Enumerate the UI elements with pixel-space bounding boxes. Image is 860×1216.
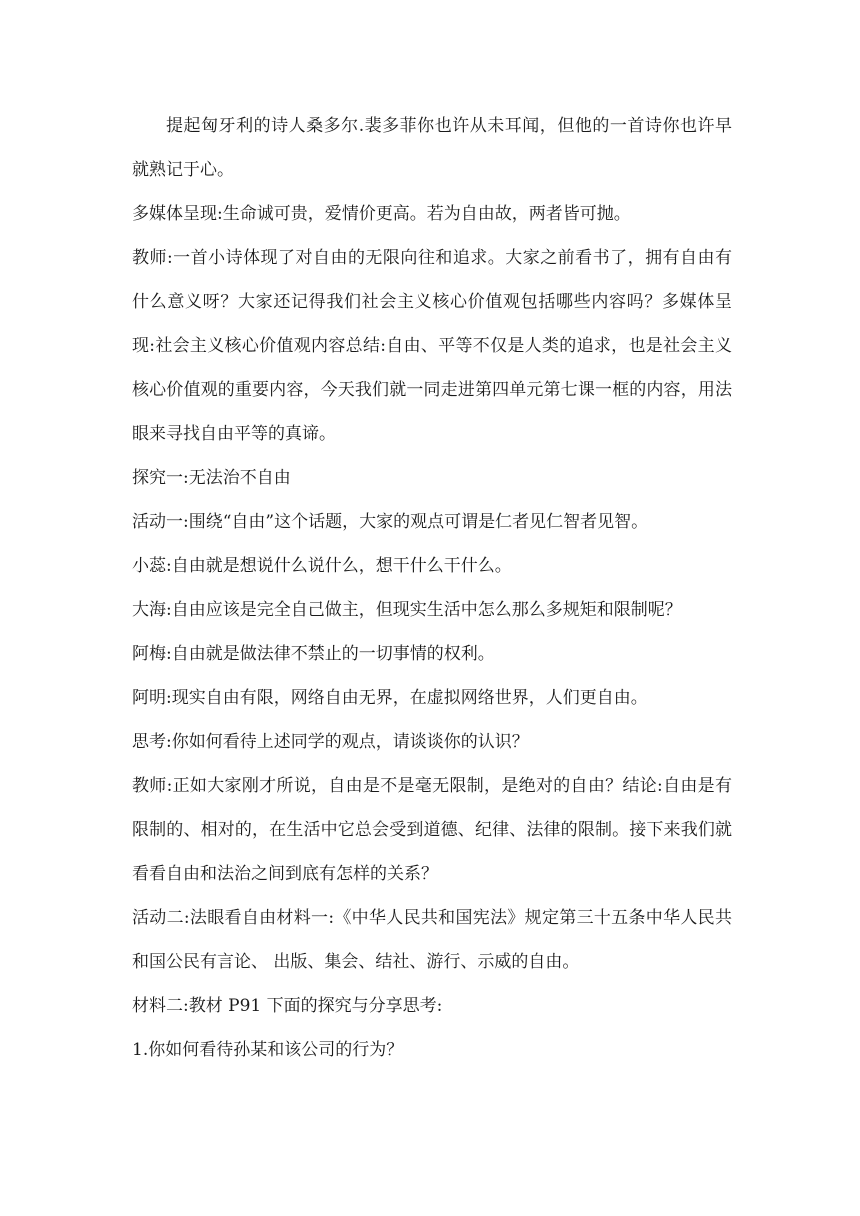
paragraph-activity-one: 活动一:围绕“自由”这个话题，大家的观点可谓是仁者见仁智者见智。 <box>132 512 649 532</box>
paragraph-aming: 阿明:现实自由有限，网络自由无界，在虚拟网络世界，人们更自由。 <box>132 688 648 708</box>
paragraph-exploration-one: 探究一:无法治不自由 <box>132 468 291 488</box>
paragraph-material-two: 材料二:教材 P91 下面的探究与分享思考: <box>132 996 443 1016</box>
paragraph-multimedia-poem: 多媒体呈现:生命诚可贵，爱情价更高。若为自由故，两者皆可抛。 <box>132 204 631 224</box>
paragraph-xiaorui: 小蕊:自由就是想说什么说什么，想干什么干什么。 <box>132 556 512 576</box>
paragraph-dahai: 大海:自由应该是完全自己做主，但现实生活中怎么那么多规矩和限制呢？ <box>132 600 682 620</box>
paragraph-amei: 阿梅:自由就是做法律不禁止的一切事情的权利。 <box>132 644 495 664</box>
paragraph-teacher-conclusion: 教师:正如大家刚才所说，自由是不是毫无限制，是绝对的自由？结论:自由是有限制的、相对的，在生活中它总会受到道德、纪律、法律的限制。接下来我们就看看自由和法治之间到底有怎样的关系？ <box>132 776 732 884</box>
paragraph-think: 思考:你如何看待上述同学的观点，请谈谈你的认识？ <box>132 732 529 752</box>
paragraph-activity-two: 活动二:法眼看自由材料一:《中华人民共和国宪法》规定第三十五条中华人民共和国公民有言论、 出版、集会、结社、游行、示威的自由。 <box>132 908 732 972</box>
document-body <box>132 104 732 1072</box>
paragraph-question-one: 1.你如何看待孙某和该公司的行为？ <box>132 1040 404 1060</box>
paragraph-teacher-intro: 教师:一首小诗体现了对自由的无限向往和追求。大家之前看书了，拥有自由有什么意义呀？大家还记得我们社会主义核心价值观包括哪些内容吗？多媒体呈现:社会主义核心价值观内容总结:自由、平等不仅是人类的追求，也是社会主义核心价值观的重要内容，今天我们就一同走进第四单元第七课一框的内容，用法眼来寻找自由平等的真谛。 <box>132 248 732 444</box>
paragraph-intro: 提起匈牙利的诗人桑多尔.裴多菲你也许从未耳闻，但他的一首诗你也许早就熟记于心。 <box>132 116 732 180</box>
